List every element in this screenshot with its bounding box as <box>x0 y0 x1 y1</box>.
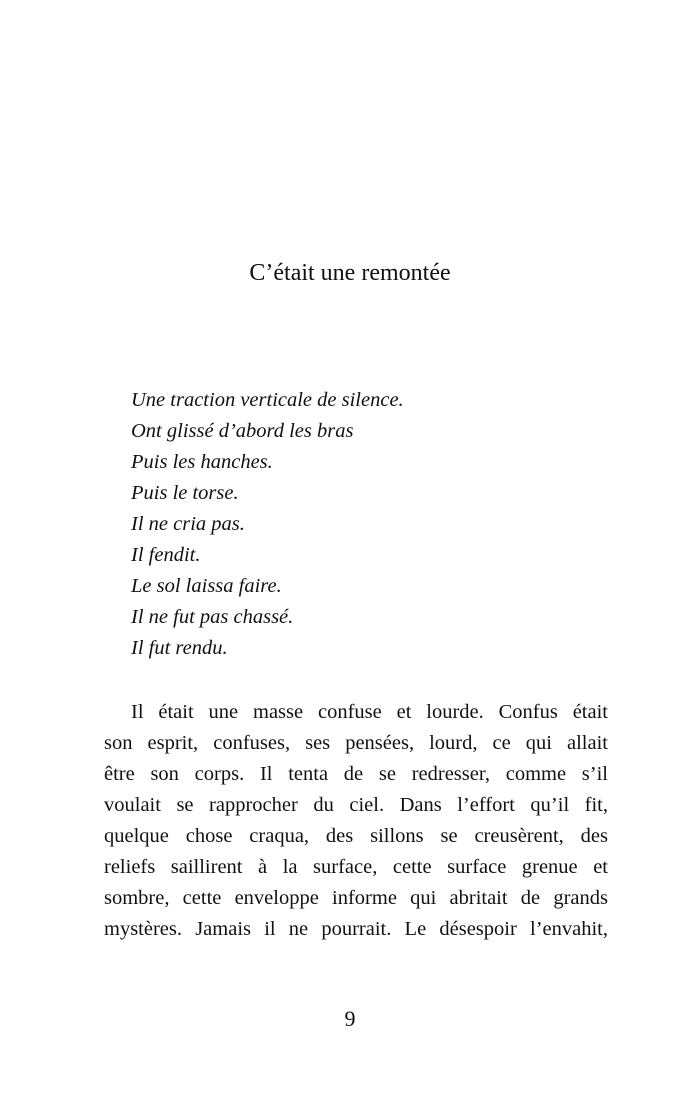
prose-line: sombre, cette enveloppe informe qui abritait de grands <box>104 887 608 909</box>
prose-paragraph <box>104 697 608 945</box>
verse-line: Ont glissé d’abord les bras <box>131 420 354 442</box>
verse-line: Puis les hanches. <box>131 451 273 473</box>
verse-line: Le sol laissa faire. <box>131 575 282 597</box>
page-number: 9 <box>344 1006 356 1031</box>
verse-block <box>131 385 611 664</box>
verse-line: Il fendit. <box>131 544 201 566</box>
verse-line: Une traction verticale de silence. <box>131 389 404 411</box>
prose-line: voulait se rapprocher du ciel. Dans l’effort qu’il fit, <box>104 794 608 816</box>
prose-line: reliefs saillirent à la surface, cette surface grenue et <box>104 856 608 878</box>
verse-line: Il ne cria pas. <box>131 513 245 535</box>
chapter-title: C’était une remontée <box>249 260 451 286</box>
prose-line: être son corps. Il tenta de se redresser, comme s’il <box>104 763 608 785</box>
prose-line: son esprit, confuses, ses pensées, lourd, ce qui allait <box>104 732 608 754</box>
verse-line: Puis le torse. <box>131 482 239 504</box>
prose-line: mystères. Jamais il ne pourrait. Le désespoir l’envahit, <box>104 918 608 940</box>
verse-line: Il fut rendu. <box>131 637 228 659</box>
prose-line: Il était une masse confuse et lourde. Confus était <box>131 701 608 723</box>
verse-line: Il ne fut pas chassé. <box>131 606 294 628</box>
prose-line: quelque chose craqua, des sillons se creusèrent, des <box>104 825 608 847</box>
